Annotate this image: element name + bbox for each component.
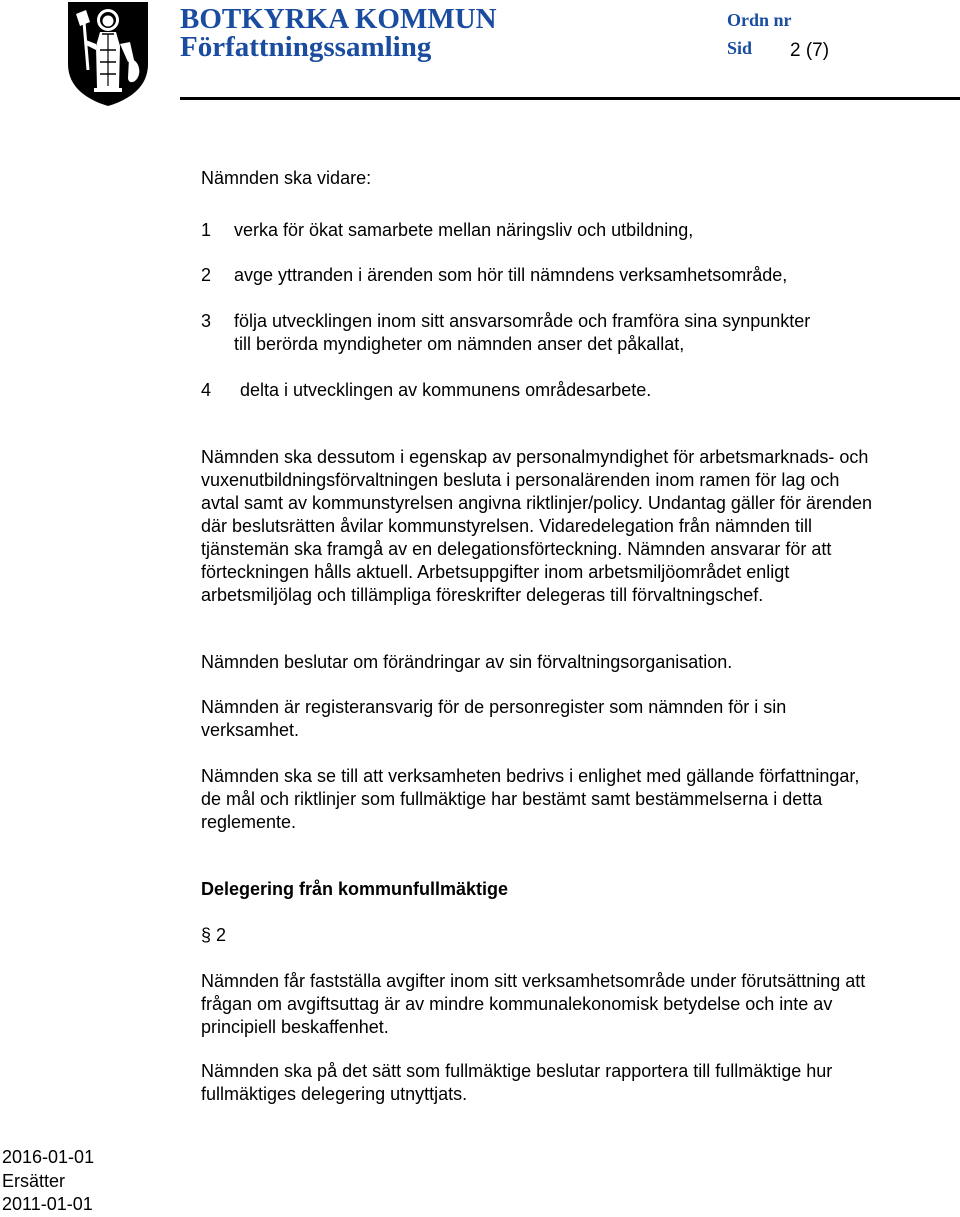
list-number: 2 [201, 265, 212, 285]
footer-date: 2016-01-01 [2, 1147, 95, 1167]
list-text: följa utvecklingen inom sitt ansvarsområde och framföra sina synpunkter [234, 311, 811, 331]
paragraph-regulations: Nämnden ska se till att verksamheten bedrivs i enlighet med gällande författningar, de mål och riktlinjer som fullmäktige har bestämt samt bestämmelserna i detta reglemente. [201, 766, 860, 832]
list-number: 4 [201, 380, 212, 400]
organization-name: BOTKYRKA KOMMUN [180, 3, 497, 35]
paragraph-delegation: Nämnden ska dessutom i egenskap av personalmyndighet för arbetsmarknads- och vuxenutbildningsförvaltningen besluta i personalärenden inom ramen för lag och avtal samt av kommunstyrelsen angivna riktlinjer/policy. Undantag gäller för ärenden där beslutsrätten åvilar kommunstyrelsen. Vidaredelegation från nämnden till tjänstemän ska framgå av en delegationsförteckning. Nämnden ansvarar för att förteckningen hålls aktuell. Arbetsuppgifter inom arbetsmiljöområdet enligt arbetsmiljölag och tillämpliga föreskrifter delegeras till förvaltningschef. [201, 447, 872, 605]
list-number: 1 [201, 220, 212, 240]
list-item [201, 264, 787, 287]
footer [2, 1146, 94, 1217]
ordn-label: Ordn nr [727, 10, 792, 30]
list-text: verka för ökat samarbete mellan näringsliv och utbildning, [234, 220, 694, 240]
intro-text: Nämnden ska vidare: [201, 168, 372, 188]
section-sign-icon: § [201, 925, 212, 945]
paragraph-organisation: Nämnden beslutar om förändringar av sin förvaltningsorganisation. [201, 652, 733, 672]
list-text: delta i utvecklingen av kommunens områdesarbete. [240, 380, 652, 400]
list-item [201, 219, 693, 242]
document-series-title: Författningssamling [180, 31, 432, 63]
footer-replaces-label: Ersätter [2, 1170, 66, 1191]
paragraph-register: Nämnden är registeransvarig för de personregister som nämnden för i sin verksamhet. [201, 697, 787, 740]
section-marker [201, 924, 226, 947]
header-rule [180, 97, 960, 100]
list-text: avge yttranden i ärenden som hör till nämndens verksamhetsområde, [234, 265, 788, 285]
list-number: 3 [201, 311, 212, 331]
list-item [201, 379, 651, 402]
page-number: 2 (7) [790, 40, 830, 61]
paragraph-fees: Nämnden får fastställa avgifter inom sitt verksamhetsområde under förutsättning att frågan om avgiftsuttag är av mindre kommunalekonomisk betydelse och inte av principiell beskaffenhet. [201, 971, 866, 1037]
list-text-continuation: till berörda myndigheter om nämnden anser det påkallat, [234, 334, 685, 354]
paragraph-reporting: Nämnden ska på det sätt som fullmäktige beslutar rapportera till fullmäktige hur fullmäktiges delegering utnyttjats. [201, 1061, 833, 1104]
coat-of-arms-icon [66, 0, 150, 108]
list-item [201, 310, 810, 333]
section-heading: Delegering från kommunfullmäktige [201, 879, 509, 899]
sid-label: Sid [727, 38, 753, 58]
footer-replaces-date: 2011-01-01 [2, 1194, 93, 1214]
section-number: 2 [216, 925, 227, 945]
